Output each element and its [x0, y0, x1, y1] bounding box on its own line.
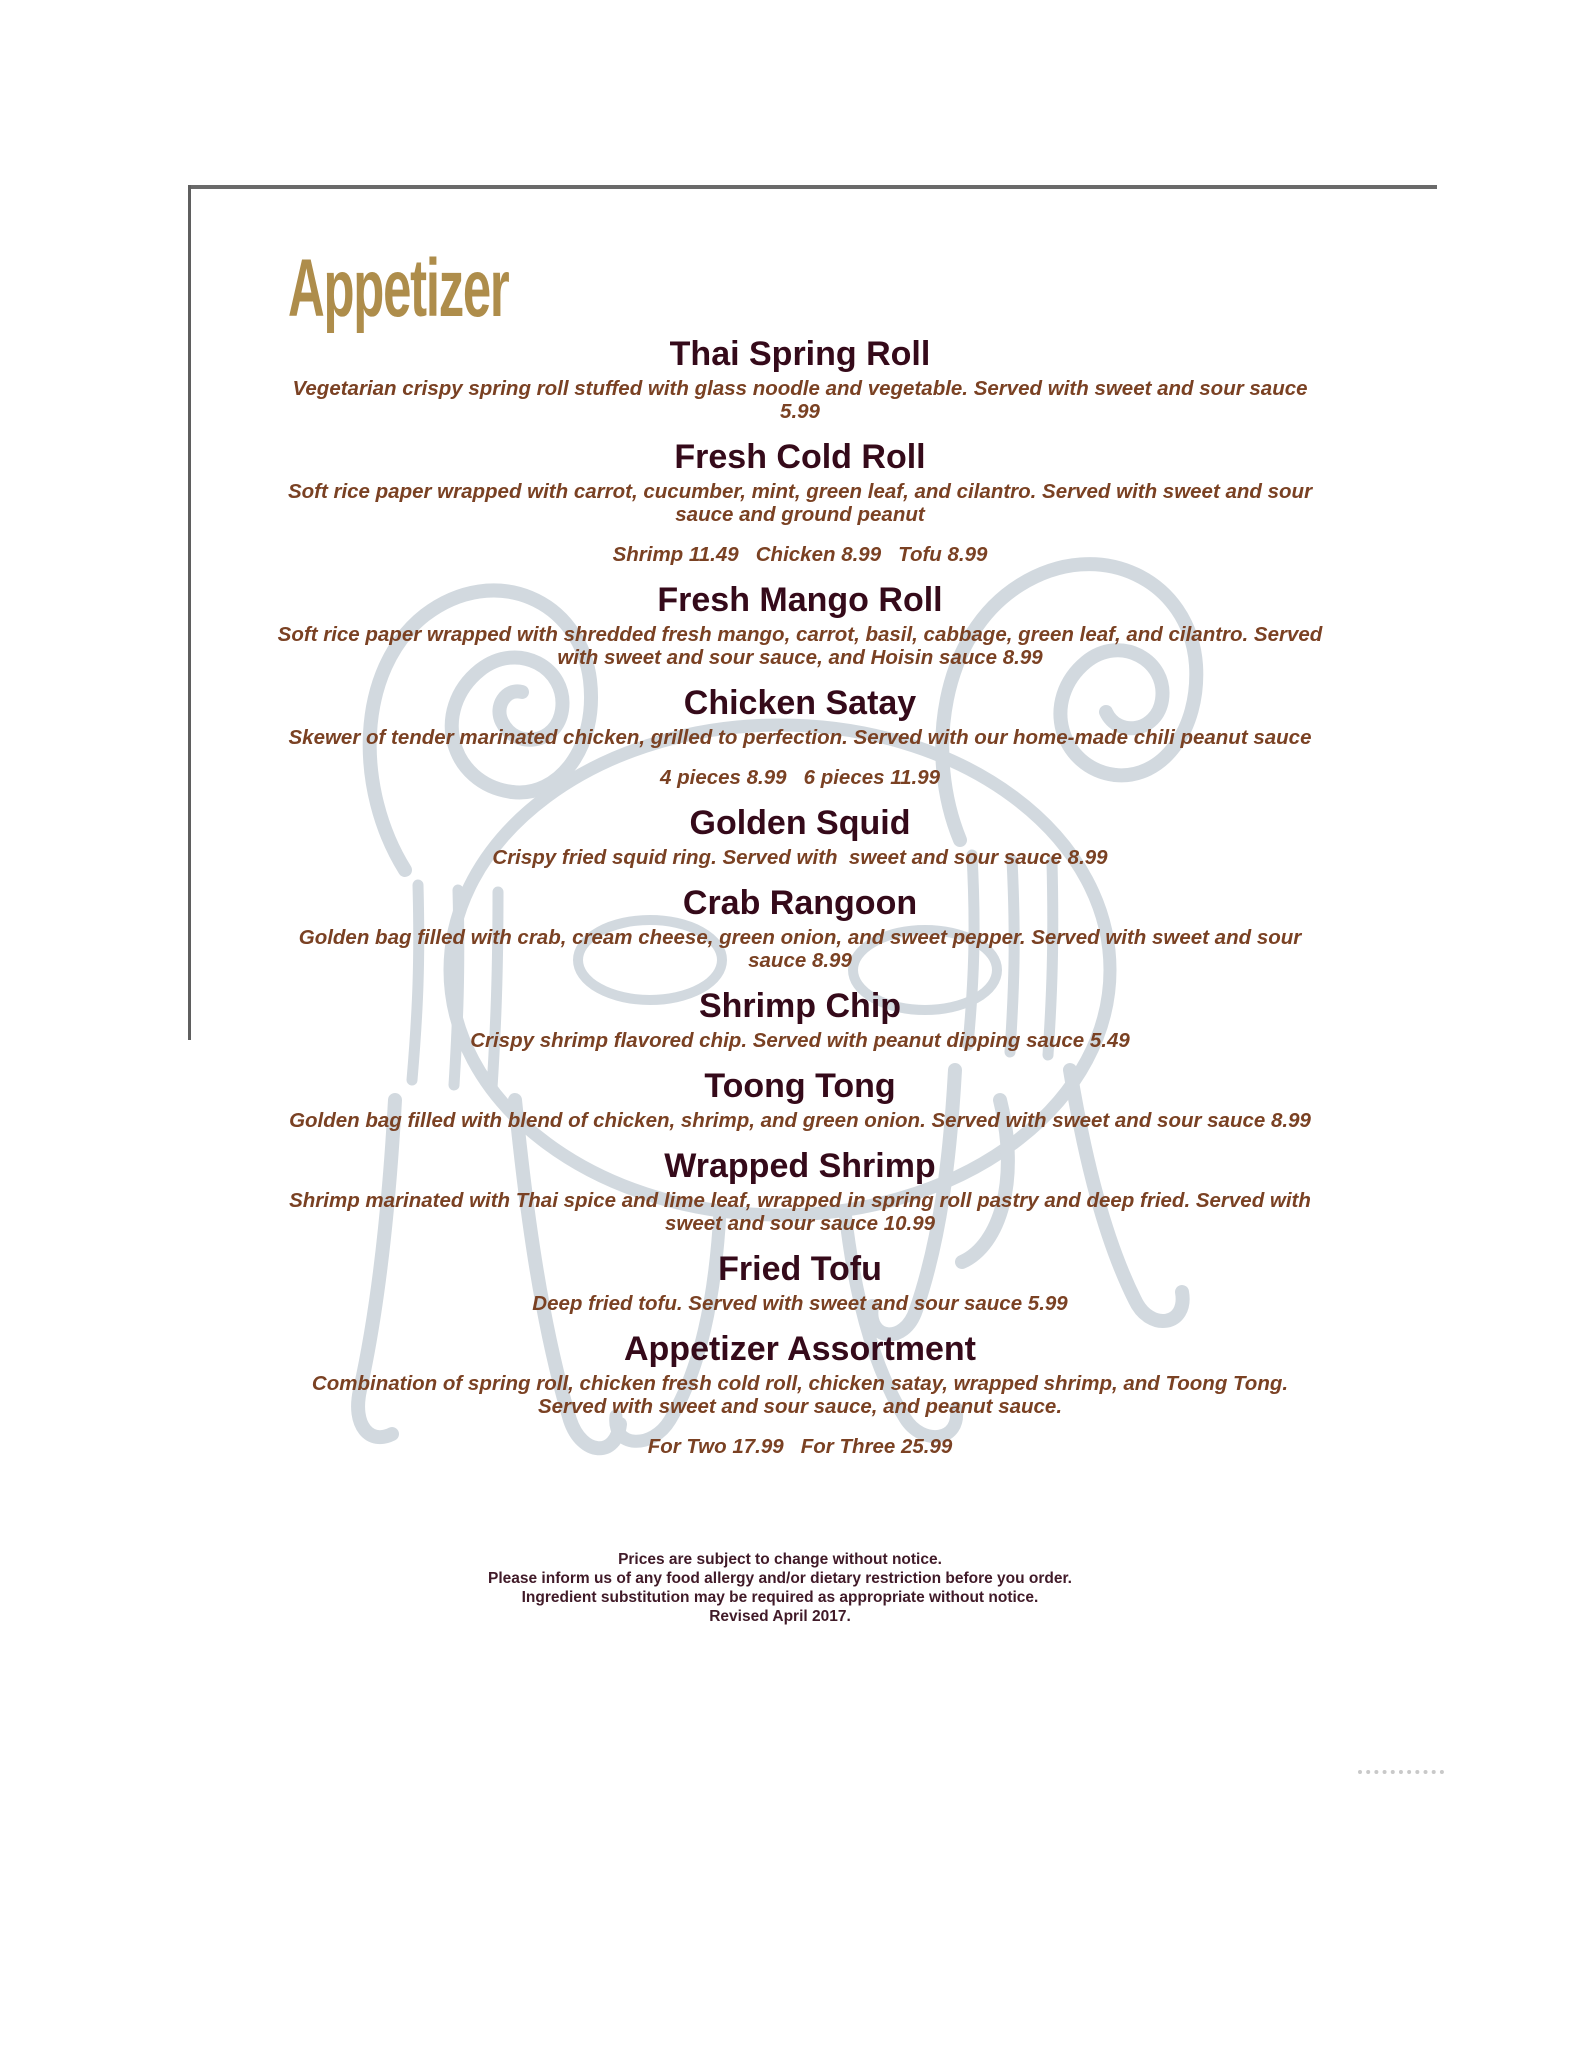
section-title: Appetizer: [288, 243, 509, 334]
dotted-mark: [1358, 1770, 1444, 1774]
menu-item: [276, 1148, 1324, 1235]
menu-item-name: Thai Spring Roll: [669, 335, 931, 373]
menu-item: [276, 1068, 1324, 1132]
menu-item-description: Crispy fried squid ring. Served with sweet and sour sauce 8.99: [492, 846, 1108, 869]
menu-item-name: Toong Tong: [704, 1067, 896, 1105]
menu-item-description: Vegetarian crispy spring roll stuffed with glass noodle and vegetable. Served with sweet and sour sauce 5.99: [292, 377, 1314, 423]
footer-note: Prices are subject to change without notice.: [618, 1551, 942, 1568]
menu-item-name: Fresh Cold Roll: [674, 438, 926, 476]
menu-item: [276, 685, 1324, 789]
menu-item: [276, 988, 1324, 1052]
menu-item-name: Wrapped Shrimp: [664, 1147, 936, 1185]
menu-item-description: Combination of spring roll, chicken fresh cold roll, chicken satay, wrapped shrimp, and Toong Tong. Served with sweet and sour sauce, and peanut sauce.: [311, 1372, 1294, 1418]
menu-item: [276, 439, 1324, 566]
menu-item-name: Appetizer Assortment: [623, 1330, 977, 1368]
footer-note: Ingredient substitution may be required as appropriate without notice.: [521, 1589, 1039, 1606]
menu-item: [276, 1331, 1324, 1458]
menu-item-description: Deep fried tofu. Served with sweet and sour sauce 5.99: [532, 1292, 1068, 1315]
menu-items: [276, 335, 1329, 1474]
menu-item-description: Shrimp marinated with Thai spice and lime leaf, wrapped in spring roll pastry and deep fried. Served with sweet and sour sauce 10.99: [289, 1189, 1317, 1235]
menu-item: [276, 1251, 1324, 1315]
menu-item-description: Golden bag filled with crab, cream cheese, green onion, and sweet pepper. Served with sweet and sour sauce 8.99: [298, 926, 1307, 972]
menu-item: [276, 581, 1329, 669]
menu-item-description: Crispy shrimp flavored chip. Served with peanut dipping sauce 5.49: [470, 1029, 1130, 1052]
menu-item-name: Fried Tofu: [718, 1250, 882, 1288]
menu-item: [276, 885, 1324, 972]
menu-item: [276, 805, 1324, 869]
page-border-top: [188, 185, 1437, 189]
menu-item-description: Soft rice paper wrapped with carrot, cucumber, mint, green leaf, and cilantro. Served with sweet and sour sauce and ground peanut: [287, 480, 1318, 526]
menu-item-description: Soft rice paper wrapped with shredded fresh mango, carrot, basil, cabbage, green leaf, and cilantro. Served with sweet and sour sauce, and Hoisin sauce 8.99: [277, 623, 1329, 669]
menu-item-name: Fresh Mango Roll: [657, 581, 943, 619]
menu-item-name: Chicken Satay: [683, 684, 917, 722]
menu-item: [276, 336, 1324, 423]
menu-item-description: Skewer of tender marinated chicken, grilled to perfection. Served with our home-made chili peanut sauce: [288, 726, 1312, 749]
footer-note: Revised April 2017.: [709, 1608, 851, 1625]
menu-item-options: For Two 17.99 For Three 25.99: [647, 1435, 953, 1458]
menu-item-name: Golden Squid: [689, 804, 911, 842]
menu-item-name: Shrimp Chip: [698, 987, 902, 1025]
footer-notes: [180, 1550, 1380, 1626]
menu-item-description: Golden bag filled with blend of chicken, shrimp, and green onion. Served with sweet and sour sauce 8.99: [289, 1109, 1311, 1132]
page-border-left: [188, 185, 191, 1040]
menu-item-options: Shrimp 11.49 Chicken 8.99 Tofu 8.99: [612, 543, 988, 566]
footer-note: Please inform us of any food allergy and/or dietary restriction before you order.: [488, 1570, 1072, 1587]
menu-item-options: 4 pieces 8.99 6 pieces 11.99: [660, 766, 940, 789]
menu-item-name: Crab Rangoon: [682, 884, 918, 922]
